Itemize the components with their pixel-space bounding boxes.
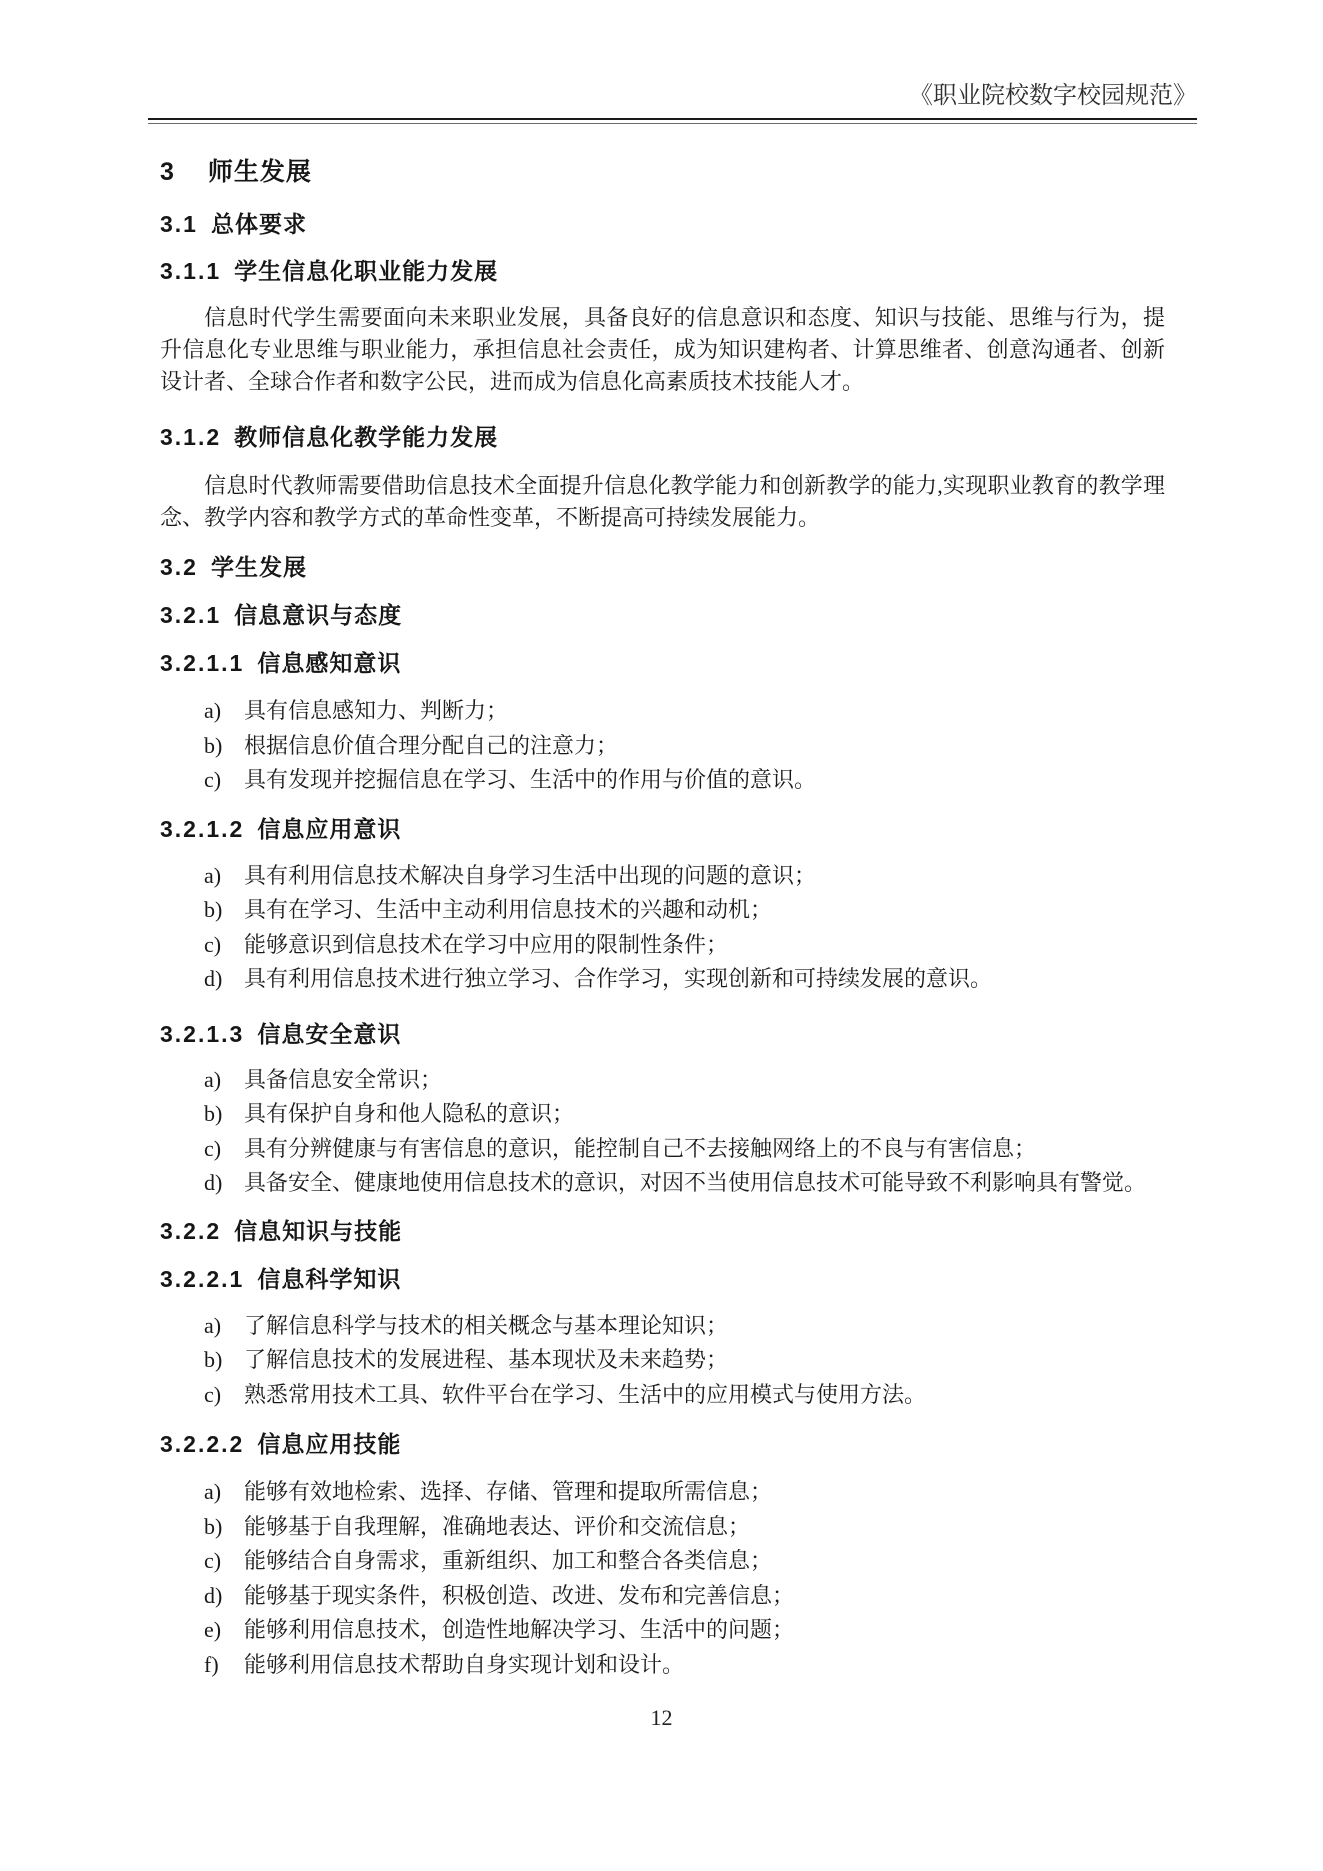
item-text: 具有分辨健康与有害信息的意识，能控制自己不去接触网络上的不良与有害信息； — [244, 1135, 1037, 1161]
section-number: 3.2.2.1 — [160, 1265, 245, 1292]
chapter-number: 3 — [160, 158, 176, 186]
section-number: 3.2.1.1 — [160, 650, 245, 676]
item-marker: c) — [204, 931, 222, 957]
list-item — [160, 763, 1165, 798]
item-marker: c) — [204, 1548, 222, 1573]
lettered-list-3-2-2-1 — [160, 1309, 1165, 1413]
lettered-list-3-2-1-3 — [160, 1063, 1165, 1201]
item-marker: a) — [204, 698, 222, 723]
section-number: 3.2.1 — [160, 602, 222, 628]
section-heading-3-2-1-3 — [160, 1019, 1165, 1049]
item-text: 能够基于现实条件，积极创造、改进、发布和完善信息； — [244, 1582, 795, 1608]
section-title: 信息应用意识 — [257, 815, 402, 842]
item-text: 能够意识到信息技术在学习中应用的限制性条件； — [244, 931, 729, 957]
lettered-list-3-2-1-2 — [160, 859, 1165, 997]
item-text: 具备信息安全常识； — [244, 1066, 443, 1092]
section-heading-3-1-1 — [160, 256, 1165, 286]
list-item — [160, 1063, 1165, 1098]
item-marker: b) — [204, 1101, 223, 1126]
item-marker: c) — [204, 1135, 222, 1161]
list-item — [160, 729, 1165, 764]
list-item — [160, 962, 1165, 997]
chapter-title: 师生发展 — [207, 158, 312, 186]
item-text: 具有发现并挖掘信息在学习、生活中的作用与价值的意识。 — [244, 767, 817, 792]
section-title: 信息应用技能 — [257, 1431, 402, 1457]
list-item — [160, 1166, 1165, 1201]
section-heading-3-2-2-1 — [160, 1264, 1165, 1294]
list-item — [160, 1132, 1165, 1167]
item-marker: b) — [204, 732, 223, 758]
item-text: 了解信息技术的发展进程、基本现状及未来趋势； — [244, 1347, 729, 1372]
section-heading-3-2-1-2 — [160, 814, 1165, 844]
section-number: 3.2.1.3 — [160, 1020, 245, 1047]
item-text: 具有信息感知力、判断力； — [244, 698, 509, 723]
section-title: 信息感知意识 — [257, 650, 402, 676]
section-heading-3-2-1-1 — [160, 648, 1165, 678]
item-text: 根据信息价值合理分配自己的注意力； — [244, 732, 619, 758]
list-item — [160, 694, 1165, 729]
item-text: 具有利用信息技术解决自身学习生活中出现的问题的意识； — [244, 862, 817, 888]
section-heading-3-1-2 — [160, 422, 1165, 452]
section-title: 教师信息化教学能力发展 — [234, 424, 499, 450]
section-heading-3-2-2-2 — [160, 1429, 1165, 1459]
section-number: 3.2.2.2 — [160, 1431, 245, 1457]
list-item — [160, 1648, 1165, 1683]
item-marker: d) — [204, 966, 223, 991]
list-item — [160, 1613, 1165, 1648]
item-marker: a) — [204, 1312, 222, 1338]
document-body — [160, 0, 1165, 1682]
item-text: 能够有效地检索、选择、存储、管理和提取所需信息； — [244, 1479, 773, 1504]
item-text: 能够基于自我理解，准确地表达、评价和交流信息； — [244, 1513, 751, 1539]
document-title: 《职业院校数字校园规范》 — [909, 83, 1197, 109]
item-text: 能够结合自身需求，重新组织、加工和整合各类信息； — [244, 1548, 773, 1573]
list-item — [160, 859, 1165, 894]
item-text: 具有在学习、生活中主动利用信息技术的兴趣和动机； — [244, 897, 773, 922]
list-item — [160, 928, 1165, 963]
item-marker: b) — [204, 1513, 223, 1539]
item-text: 具备安全、健康地使用信息技术的意识，对因不当使用信息技术可能导致不利影响具有警觉。 — [244, 1170, 1147, 1195]
section-heading-3-1 — [160, 209, 1165, 239]
item-text: 具有保护自身和他人隐私的意识； — [244, 1101, 575, 1126]
item-marker: a) — [204, 1479, 222, 1504]
list-item — [160, 1343, 1165, 1378]
lettered-list-3-2-1-1 — [160, 694, 1165, 798]
paragraph-3-1-2: 信息时代教师需要借助信息技术全面提升信息化教学能力和创新教学的能力,实现职业教育的教学理念、教学内容和教学方式的革命性变革，不断提高可持续发展能力。 — [160, 473, 1165, 530]
item-text: 具有利用信息技术进行独立学习、合作学习，实现创新和可持续发展的意识。 — [244, 966, 993, 991]
list-item — [160, 1378, 1165, 1413]
page-number: 12 — [650, 1705, 673, 1730]
section-number: 3.2.2 — [160, 1217, 222, 1244]
item-text: 能够利用信息技术，创造性地解决学习、生活中的问题； — [244, 1617, 795, 1642]
list-item — [160, 1097, 1165, 1132]
section-number: 3.1 — [160, 211, 198, 237]
section-number: 3.1.1 — [160, 258, 222, 284]
section-number: 3.2.1.2 — [160, 815, 245, 842]
item-marker: d) — [204, 1582, 223, 1608]
section-number: 3.1.2 — [160, 424, 222, 450]
item-marker: c) — [204, 1381, 222, 1407]
item-marker: b) — [204, 897, 223, 922]
item-marker: e) — [204, 1617, 222, 1642]
list-item — [160, 1475, 1165, 1510]
item-text: 能够利用信息技术帮助自身实现计划和设计。 — [244, 1651, 685, 1677]
paragraph-3-1-1: 信息时代学生需要面向未来职业发展，具备良好的信息意识和态度、知识与技能、思维与行为，提升信息化专业思维与职业能力，承担信息社会责任，成为知识建构者、计算思维者、创意沟通者、创新设计者、全球合作者和数字公民，进而成为信息化高素质技术技能人才。 — [160, 305, 1165, 394]
list-item — [160, 1579, 1165, 1614]
list-item — [160, 893, 1165, 928]
item-marker: a) — [204, 862, 222, 888]
section-number: 3.2 — [160, 554, 198, 580]
item-marker: d) — [204, 1170, 223, 1195]
section-heading-3-2 — [160, 552, 1165, 582]
item-marker: b) — [204, 1347, 223, 1372]
section-title: 学生发展 — [210, 554, 307, 580]
section-title: 信息科学知识 — [257, 1265, 402, 1292]
list-item — [160, 1510, 1165, 1545]
item-text: 了解信息科学与技术的相关概念与基本理论知识； — [244, 1312, 729, 1338]
section-title: 信息知识与技能 — [234, 1217, 403, 1244]
item-marker: a) — [204, 1066, 222, 1092]
item-text: 熟悉常用技术工具、软件平台在学习、生活中的应用模式与使用方法。 — [244, 1381, 927, 1407]
list-item — [160, 1309, 1165, 1344]
page-footer — [0, 1705, 1323, 1731]
section-title: 总体要求 — [210, 211, 307, 237]
section-heading-3-2-1 — [160, 600, 1165, 630]
section-title: 信息意识与态度 — [234, 602, 403, 628]
item-marker: c) — [204, 767, 222, 792]
section-title: 学生信息化职业能力发展 — [234, 258, 499, 284]
lettered-list-3-2-2-2 — [160, 1475, 1165, 1682]
chapter-heading — [160, 156, 1165, 188]
list-item — [160, 1544, 1165, 1579]
item-marker: f) — [204, 1651, 219, 1677]
section-title: 信息安全意识 — [257, 1020, 402, 1047]
section-heading-3-2-2 — [160, 1216, 1165, 1246]
